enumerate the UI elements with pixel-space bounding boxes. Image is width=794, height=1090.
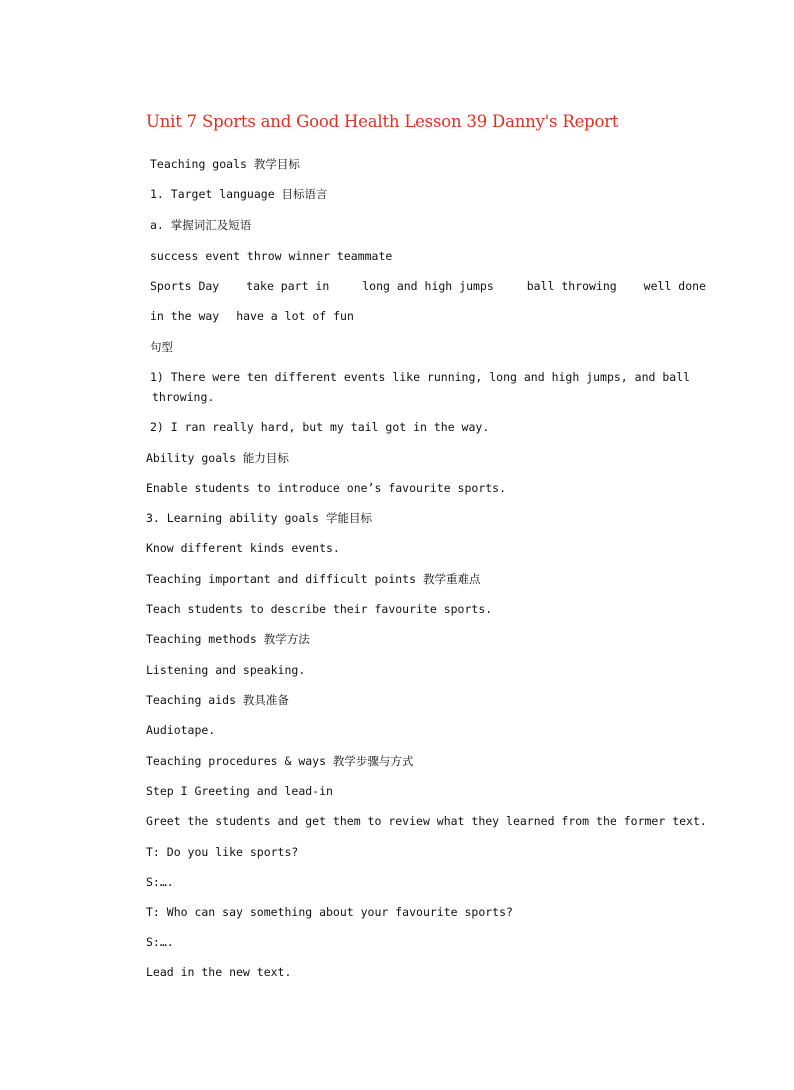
methods-text: Listening and speaking.: [146, 663, 306, 677]
key-points-text: Teach students to describe their favourite sports.: [146, 602, 493, 616]
phrase-list-2: [150, 306, 354, 326]
learning-goals-heading: 3. Learning ability goals 学能目标: [146, 511, 373, 525]
teacher-line-2: T: Who can say something about your favourite sports?: [146, 905, 513, 919]
vocab-heading: a. 掌握词汇及短语: [150, 218, 252, 232]
phrase-item: Sports Day: [150, 279, 220, 293]
methods-heading: Teaching methods 教学方法: [146, 632, 310, 646]
step-1-heading: Step I Greeting and lead-in: [146, 784, 333, 798]
phrase-list-1: [150, 276, 706, 296]
teaching-goals-heading: Teaching goals 教学目标: [150, 157, 300, 171]
procedures-heading: Teaching procedures & ways 教学步骤与方式: [146, 754, 414, 768]
ability-goals-text: Enable students to introduce one’s favourite sports.: [146, 481, 507, 495]
phrase-item: well done: [643, 279, 706, 293]
phrase-item: long and high jumps: [362, 279, 494, 293]
sentence-1-line-1: 1) There were ten different events like running, long and high jumps, and ball: [150, 370, 691, 384]
sentence-1-line-2: throwing.: [152, 390, 215, 404]
word-list: success event throw winner teammate: [150, 249, 393, 263]
phrase-item: have a lot of fun: [236, 309, 354, 323]
aids-text: Audiotape.: [146, 723, 216, 737]
aids-heading: Teaching aids 教具准备: [146, 693, 289, 707]
learning-goals-text: Know different kinds events.: [146, 541, 340, 555]
sentence-2: 2) I ran really hard, but my tail got in the way.: [150, 420, 490, 434]
key-points-heading: Teaching important and difficult points 教学重难点: [146, 572, 481, 586]
target-language-heading: 1. Target language 目标语言: [150, 187, 328, 201]
student-line-1: S:….: [146, 875, 174, 889]
lead-in-text: Lead in the new text.: [146, 965, 292, 979]
ability-goals-heading: Ability goals 能力目标: [146, 451, 289, 465]
phrase-item: ball throwing: [526, 279, 617, 293]
phrase-item: in the way: [150, 309, 220, 323]
sentences-heading: 句型: [150, 340, 173, 354]
step-1-text: Greet the students and get them to review what they learned from the former text.: [146, 814, 707, 828]
teacher-line-1: T: Do you like sports?: [146, 845, 299, 859]
student-line-2: S:….: [146, 935, 174, 949]
document-title: Unit 7 Sports and Good Health Lesson 39 Danny's Report: [146, 112, 619, 131]
phrase-item: take part in: [246, 279, 330, 293]
